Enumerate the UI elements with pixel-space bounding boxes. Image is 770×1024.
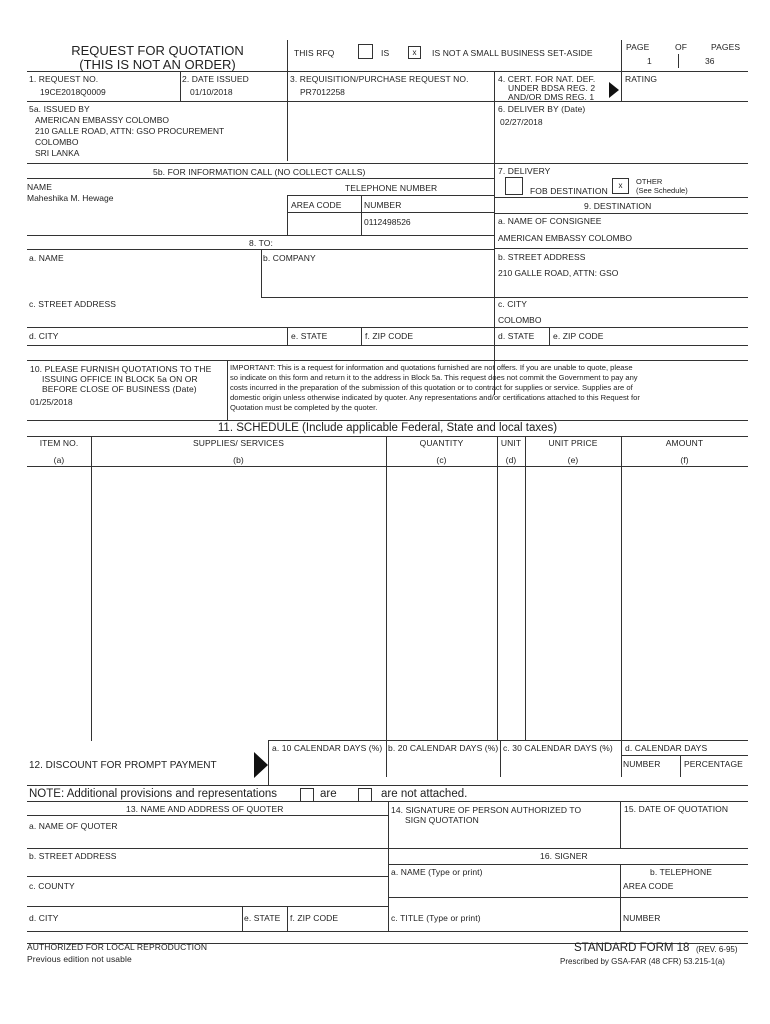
to-label: 8. TO: <box>249 238 273 248</box>
destination-state-label: d. STATE <box>498 331 535 341</box>
col-supplies: SUPPLIES/ SERVICES <box>193 438 284 448</box>
destination-city-label: c. CITY <box>498 299 528 309</box>
signer-title-label: c. TITLE (Type or print) <box>391 913 481 923</box>
furnish-line-1: 10. PLEASE FURNISH QUOTATIONS TO THE <box>30 364 212 374</box>
furnish-line-2: ISSUING OFFICE IN BLOCK 5a ON OR <box>42 374 198 384</box>
quoter-county-label: c. COUNTY <box>29 881 75 891</box>
col-amount-sub: (f) <box>680 455 689 465</box>
request-no-label: 1. REQUEST NO. <box>29 74 99 84</box>
col-item-no-sub: (a) <box>53 455 65 465</box>
telephone-number-label: TELEPHONE NUMBER <box>345 183 438 193</box>
small-business-yes-checkbox[interactable] <box>358 44 373 59</box>
page-number: 1 <box>647 56 652 66</box>
quoter-zip-label: f. ZIP CODE <box>290 913 339 923</box>
pages-label: PAGES <box>711 42 741 52</box>
col-amount: AMOUNT <box>665 438 704 448</box>
fob-destination-label: FOB DESTINATION <box>530 186 608 196</box>
signature-label: 14. SIGNATURE OF PERSON AUTHORIZED TO <box>391 805 582 815</box>
quoter-city-label: d. CITY <box>29 913 59 923</box>
cert-label-2: UNDER BDSA REG. 2 <box>508 83 596 93</box>
issued-by-label: 5a. ISSUED BY <box>29 104 90 114</box>
delivery-label: 7. DELIVERY <box>498 166 551 176</box>
schedule-title: 11. SCHEDULE (Include applicable Federal, State and local taxes) <box>217 422 558 434</box>
area-code-label: AREA CODE <box>291 200 342 210</box>
important-line-1: IMPORTANT: This is a request for information and quotations furnished are not offers. If you are unable to quote, please <box>230 363 633 372</box>
previous-edition: Previous edition not usable <box>27 954 132 964</box>
to-zip-label: f. ZIP CODE <box>365 331 414 341</box>
requisition-label: 3. REQUISITION/PURCHASE REQUEST NO. <box>290 74 469 84</box>
quoter-name-label: a. NAME OF QUOTER <box>29 821 118 831</box>
signer-telephone-label: b. TELEPHONE <box>650 867 712 877</box>
total-pages: 36 <box>705 56 715 66</box>
quoter-state-label: e. STATE <box>244 913 281 923</box>
cert-label-3: AND/OR DMS REG. 1 <box>508 92 595 102</box>
important-line-5: Quotation must be completed by the quoter. <box>230 403 378 412</box>
form-revision: (REV. 6-95) <box>696 945 738 954</box>
issued-by-line-1: AMERICAN EMBASSY COLOMBO <box>35 115 169 125</box>
provisions-are-checkbox[interactable] <box>300 788 314 802</box>
discount-30-days: c. 30 CALENDAR DAYS (%) <box>503 743 613 753</box>
deliver-by-label: 6. DELIVER BY (Date) <box>498 104 586 114</box>
furnish-line-3: BEFORE CLOSE OF BUSINESS (Date) <box>42 384 197 394</box>
destination-label: 9. DESTINATION <box>584 201 652 211</box>
quoter-street-label: b. STREET ADDRESS <box>29 851 117 861</box>
date-issued-value: 01/10/2018 <box>190 87 233 97</box>
col-unit-price: UNIT PRICE <box>548 438 598 448</box>
destination-street-label: b. STREET ADDRESS <box>498 252 586 262</box>
discount-20-days: b. 20 CALENDAR DAYS (%) <box>388 743 499 753</box>
note-text: NOTE: Additional provisions and representations <box>29 788 278 800</box>
to-name-label: a. NAME <box>29 253 64 263</box>
important-line-3: costs incurred in the preparation of the submission of this quotation or to contract for supplies or service. Supplies are of <box>230 383 633 392</box>
to-city-label: d. CITY <box>29 331 59 341</box>
contact-name-label: NAME <box>27 182 52 192</box>
destination-city-value: COLOMBO <box>498 315 542 325</box>
discount-arrow-icon <box>254 752 268 778</box>
form-subtitle: (THIS IS NOT AN ORDER) <box>79 57 236 72</box>
signer-area-code-label: AREA CODE <box>623 881 674 891</box>
deliver-by-value: 02/27/2018 <box>500 117 543 127</box>
this-rfq-label: THIS RFQ <box>294 48 335 58</box>
signer-label: 16. SIGNER <box>540 851 588 861</box>
issued-by-line-4: SRI LANKA <box>35 148 80 158</box>
quoter-label: 13. NAME AND ADDRESS OF QUOTER <box>126 804 284 814</box>
provisions-are-not-checkbox[interactable] <box>358 788 372 802</box>
col-item-no: ITEM NO. <box>39 438 79 448</box>
to-street-label: c. STREET ADDRESS <box>29 299 117 309</box>
destination-street-value: 210 GALLE ROAD, ATTN: GSO <box>498 268 619 278</box>
number-label: NUMBER <box>364 200 402 210</box>
issued-by-line-3: COLOMBO <box>35 137 79 147</box>
is-label: IS <box>381 48 390 58</box>
destination-zip-label: e. ZIP CODE <box>553 331 604 341</box>
col-quantity-sub: (c) <box>436 455 447 465</box>
discount-10-days: a. 10 CALENDAR DAYS (%) <box>272 743 383 753</box>
signer-number-label: NUMBER <box>623 913 661 923</box>
fob-destination-checkbox[interactable] <box>505 177 523 195</box>
request-no-value: 19CE2018Q0009 <box>40 87 106 97</box>
info-call-label: 5b. FOR INFORMATION CALL (NO COLLECT CALLS) <box>153 167 366 177</box>
note-are: are <box>320 788 337 800</box>
note-are-not: are not attached. <box>381 788 468 800</box>
date-issued-label: 2. DATE ISSUED <box>182 74 249 84</box>
signature-label-2: SIGN QUOTATION <box>405 815 479 825</box>
of-label: OF <box>675 42 688 52</box>
col-quantity: QUANTITY <box>419 438 464 448</box>
to-state-label: e. STATE <box>291 331 328 341</box>
phone-number-value: 0112498526 <box>364 217 411 227</box>
cert-label: 4. CERT. FOR NAT. DEF. <box>498 74 596 84</box>
col-supplies-sub: (b) <box>233 455 244 465</box>
to-company-label: b. COMPANY <box>263 253 316 263</box>
quotation-due-date: 01/25/2018 <box>30 397 73 407</box>
contact-name-value: Maheshika M. Hewage <box>27 193 114 203</box>
important-line-2: so indicate on this form and return it to the address in Block 5a. This request does not commit the Government to pay any <box>230 373 638 382</box>
see-schedule-label: (See Schedule) <box>636 186 688 195</box>
form-title: REQUEST FOR QUOTATION <box>71 43 244 58</box>
discount-percentage-label: PERCENTAGE <box>684 759 743 769</box>
consignee-label: a. NAME OF CONSIGNEE <box>498 216 602 226</box>
discount-label: 12. DISCOUNT FOR PROMPT PAYMENT <box>29 760 217 771</box>
important-line-4: domestic origin unless otherwise indicated by quoter. Any representations and/or certifications attached to this Request for <box>230 393 640 402</box>
requisition-value: PR7012258 <box>300 87 345 97</box>
consignee-value: AMERICAN EMBASSY COLOMBO <box>498 233 632 243</box>
date-of-quotation-label: 15. DATE OF QUOTATION <box>624 804 729 814</box>
prescribed-by: Prescribed by GSA-FAR (48 CFR) 53.215-1(a) <box>560 957 725 966</box>
discount-number-label: NUMBER <box>623 759 661 769</box>
cert-arrow-icon <box>609 82 619 98</box>
page-label: PAGE <box>626 42 650 52</box>
col-unit-price-sub: (e) <box>567 455 579 465</box>
issued-by-line-2: 210 GALLE ROAD, ATTN: GSO PROCUREMENT <box>35 126 225 136</box>
not-small-business-label: IS NOT A SMALL BUSINESS SET-ASIDE <box>432 48 593 58</box>
other-label: OTHER <box>636 177 663 186</box>
col-unit-sub: (d) <box>505 455 517 465</box>
rating-label: RATING <box>625 74 658 84</box>
other-delivery-checkbox[interactable]: x <box>612 178 629 194</box>
discount-calendar-days: d. CALENDAR DAYS <box>625 743 708 753</box>
signer-name-label: a. NAME (Type or print) <box>391 867 483 877</box>
standard-form-name: STANDARD FORM 18 <box>574 942 690 954</box>
col-unit: UNIT <box>500 438 522 448</box>
small-business-not-checkbox[interactable]: x <box>408 46 421 59</box>
authorized-reproduction: AUTHORIZED FOR LOCAL REPRODUCTION <box>27 942 208 952</box>
